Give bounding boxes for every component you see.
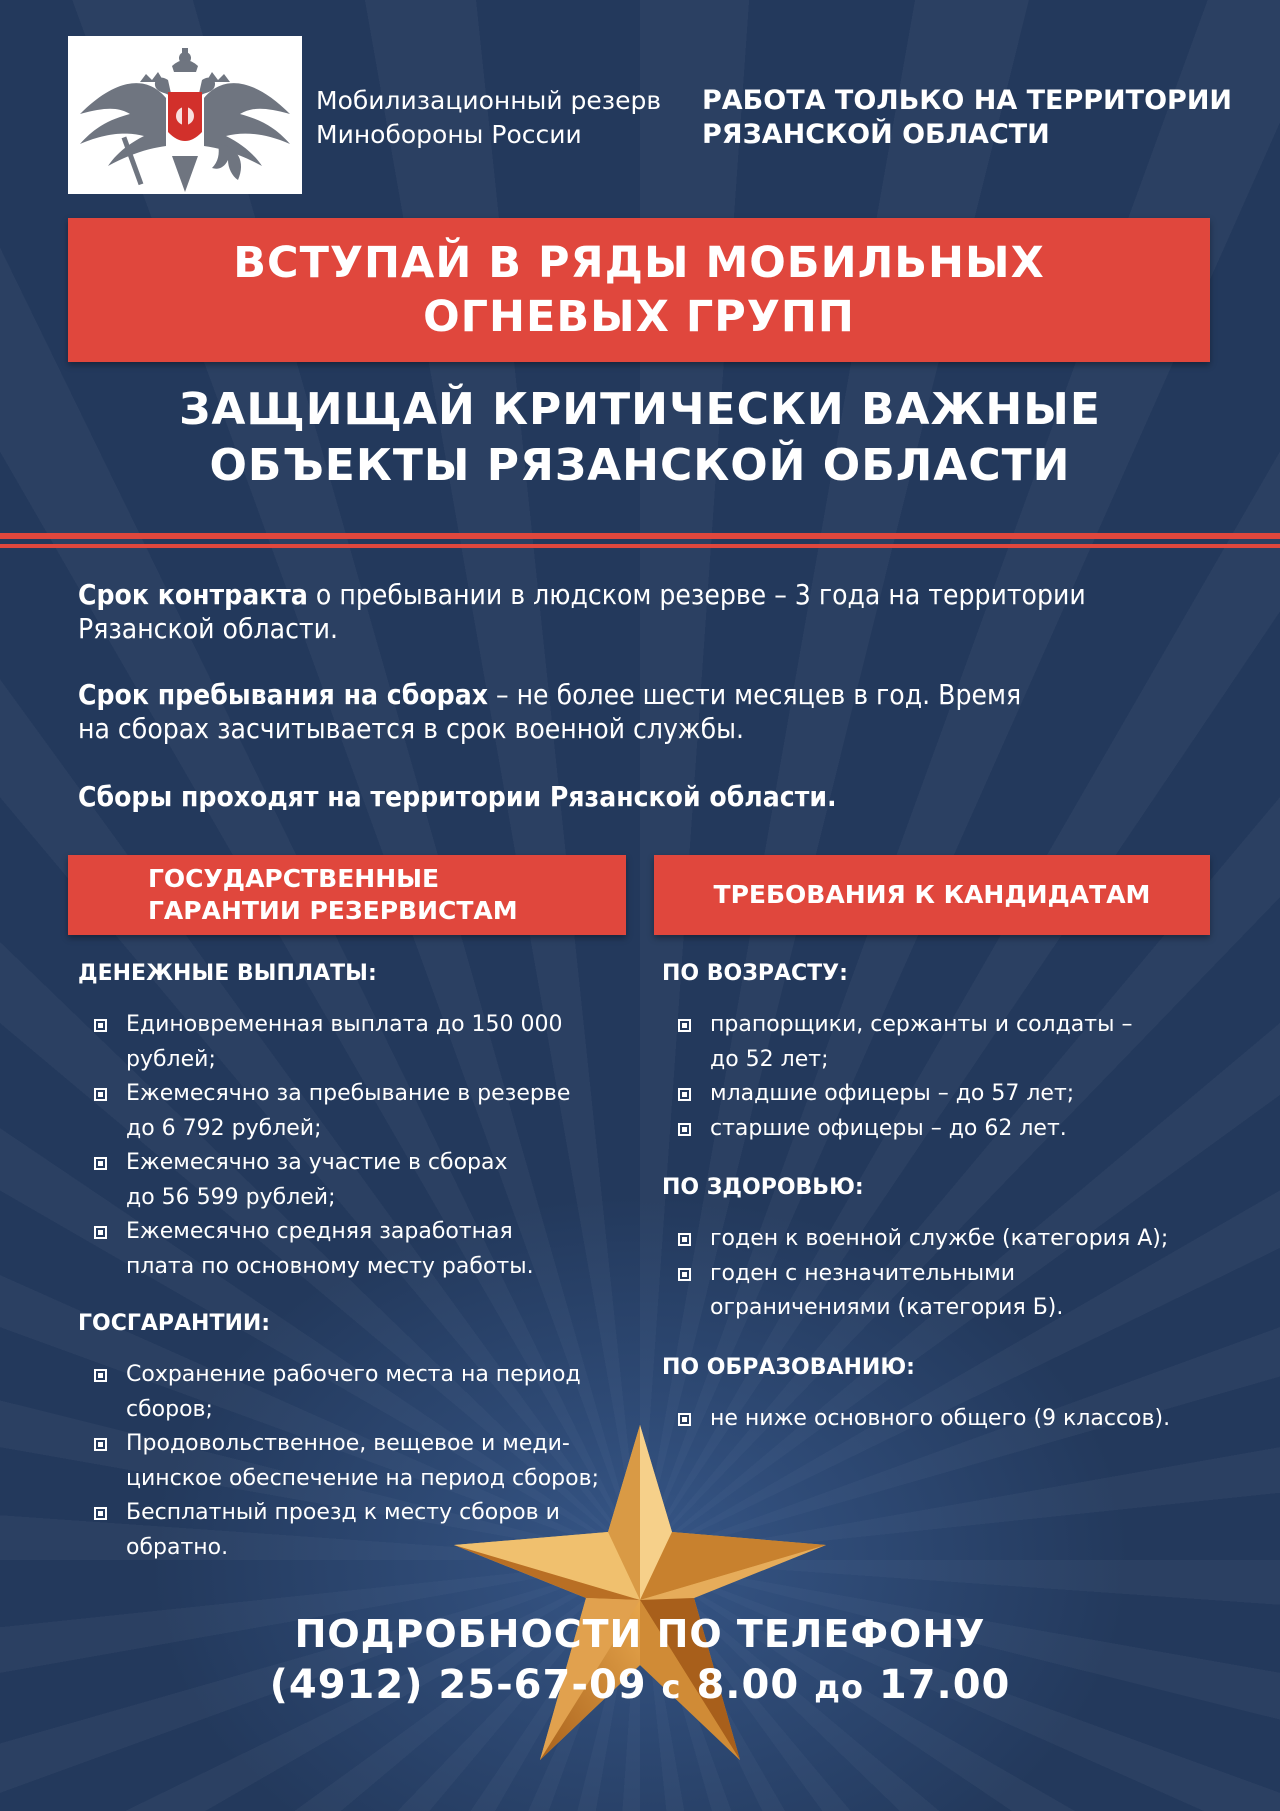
banner-line2: ОГНЕВЫХ ГРУПП (423, 292, 855, 342)
list-item-text-cont: плата по основному месту работы. (126, 1253, 534, 1279)
square-bullet-icon (94, 1226, 107, 1239)
square-bullet-icon (94, 1088, 107, 1101)
territory-note (702, 84, 1233, 152)
list-item-text-cont: рублей; (126, 1046, 216, 1072)
org-name (316, 84, 676, 152)
education-list (662, 1402, 1222, 1437)
list-item-text-cont: цинское обеспечение на период сборов; (126, 1465, 599, 1491)
square-bullet-icon (94, 1369, 107, 1382)
guarantees-column (78, 960, 638, 1565)
list-item (662, 1008, 1222, 1077)
list-item (662, 1077, 1222, 1112)
health-title: ПО ЗДОРОВЬЮ: (662, 1175, 864, 1200)
contact-block (0, 1610, 1280, 1712)
list-item-text: Бесплатный проезд к месту сборов и (126, 1500, 560, 1525)
subtitle-line1: ЗАЩИЩАЙ КРИТИЧЕСКИ ВАЖНЫЕ (179, 384, 1101, 435)
health-list (662, 1222, 1222, 1326)
square-bullet-icon (678, 1233, 691, 1246)
square-bullet-icon (678, 1088, 691, 1101)
square-bullet-icon (678, 1019, 691, 1032)
list-item-text-cont: обратно. (126, 1534, 229, 1560)
square-bullet-icon (94, 1157, 107, 1170)
camp-duration-text: – не более шести месяцев в год. Время (487, 678, 1022, 711)
banner-line1: ВСТУПАЙ В РЯДЫ МОБИЛЬНЫХ (233, 238, 1045, 288)
org-name-line1: Мобилизационный резерв (316, 86, 662, 115)
list-item-text-cont: до 6 792 рублей; (126, 1115, 322, 1141)
list-item-text: Единовременная выплата до 150 000 (126, 1012, 563, 1037)
from-word: с (661, 1668, 682, 1706)
emblem-logo (68, 36, 302, 194)
list-item-text-cont: до 56 599 рублей; (126, 1184, 336, 1210)
list-item (78, 1358, 638, 1427)
guarantees-header-line2: ГАРАНТИИ РЕЗЕРВИСТАМ (148, 896, 518, 925)
divider-stripe-top (0, 533, 1280, 539)
contract-term-text: о пребывании в людском резерве – 3 года на территории (307, 578, 1086, 611)
org-name-line2: Минобороны России (316, 120, 582, 149)
list-item (662, 1112, 1222, 1147)
list-item (78, 1008, 638, 1077)
territory-line2: РЯЗАНСКОЙ ОБЛАСТИ (702, 119, 1050, 150)
requirements-header (654, 855, 1210, 935)
list-item-text-cont: до 52 лет; (710, 1046, 829, 1072)
list-item-text: младшие офицеры – до 57 лет; (710, 1081, 1075, 1106)
payments-list (78, 1008, 638, 1284)
requirements-column (662, 960, 1222, 1436)
list-item (78, 1077, 638, 1146)
state-guarantees-title: ГОСГАРАНТИИ: (78, 1311, 271, 1336)
square-bullet-icon (678, 1123, 691, 1136)
main-banner (68, 218, 1210, 362)
age-list (662, 1008, 1222, 1146)
camp-location-text: Сборы проходят на территории Рязанской области. (78, 780, 837, 813)
guarantees-header (68, 855, 626, 935)
time-from: 8.00 (696, 1662, 800, 1708)
square-bullet-icon (94, 1438, 107, 1451)
age-title: ПО ВОЗРАСТУ: (662, 961, 848, 986)
guarantees-header-line1: ГОСУДАРСТВЕННЫЕ (148, 864, 440, 893)
camp-duration-text-2: на сборах засчитывается в срок военной службы. (78, 712, 745, 745)
square-bullet-icon (678, 1268, 691, 1281)
subtitle-line2: ОБЪЕКТЫ РЯЗАНСКОЙ ОБЛАСТИ (209, 440, 1071, 491)
education-title: ПО ОБРАЗОВАНИЮ: (662, 1354, 915, 1380)
payments-title: ДЕНЕЖНЫЕ ВЫПЛАТЫ: (78, 961, 377, 986)
eagle-emblem-icon (68, 36, 302, 194)
contact-title: ПОДРОБНОСТИ ПО ТЕЛЕФОНУ (294, 1612, 986, 1656)
contract-term-label: Срок контракта (78, 578, 308, 611)
contract-term-text-2: Рязанской области. (78, 612, 338, 645)
time-to: 17.00 (878, 1662, 1011, 1708)
state-guarantees-list (78, 1358, 638, 1565)
camp-duration-label: Срок пребывания на сборах (78, 678, 488, 711)
square-bullet-icon (94, 1019, 107, 1032)
list-item-text: Ежемесячно средняя заработная (126, 1219, 513, 1244)
camp-duration (78, 678, 1208, 746)
list-item (662, 1222, 1222, 1257)
divider-stripe-bottom (0, 544, 1280, 548)
list-item (78, 1496, 638, 1565)
list-item-text: годен с незначительными (710, 1260, 1016, 1286)
page-subtitle (0, 382, 1280, 494)
territory-line1: РАБОТА ТОЛЬКО НА ТЕРРИТОРИИ (702, 85, 1233, 116)
list-item-text: Ежемесячно за участие в сборах (126, 1150, 508, 1175)
list-item (78, 1146, 638, 1215)
square-bullet-icon (678, 1413, 691, 1426)
requirements-header-text: ТРЕБОВАНИЯ К КАНДИДАТАМ (713, 880, 1151, 909)
phone-number[interactable]: (4912) 25-67-09 (269, 1662, 647, 1708)
list-item-text: Продовольственное, вещевое и меди- (126, 1431, 570, 1456)
list-item-text: старшие офицеры – до 62 лет. (710, 1115, 1067, 1141)
camp-location (78, 780, 1208, 814)
list-item-text: Сохранение рабочего места на период (126, 1362, 581, 1387)
to-word: до (814, 1668, 864, 1706)
list-item-text: годен к военной службе (категория А); (710, 1226, 1169, 1251)
list-item-text-cont: ограничениями (категория Б). (710, 1295, 1064, 1320)
list-item (78, 1427, 638, 1496)
list-item (662, 1257, 1222, 1326)
list-item-text: не ниже основного общего (9 классов). (710, 1405, 1171, 1431)
contract-term (78, 578, 1208, 646)
list-item (78, 1215, 638, 1284)
square-bullet-icon (94, 1507, 107, 1520)
list-item-text: прапорщики, сержанты и солдаты – (710, 1012, 1133, 1037)
list-item-text-cont: сборов; (126, 1396, 213, 1422)
list-item (662, 1402, 1222, 1437)
list-item-text: Ежемесячно за пребывание в резерве (126, 1081, 571, 1106)
contact-phone-line (0, 1660, 1280, 1712)
